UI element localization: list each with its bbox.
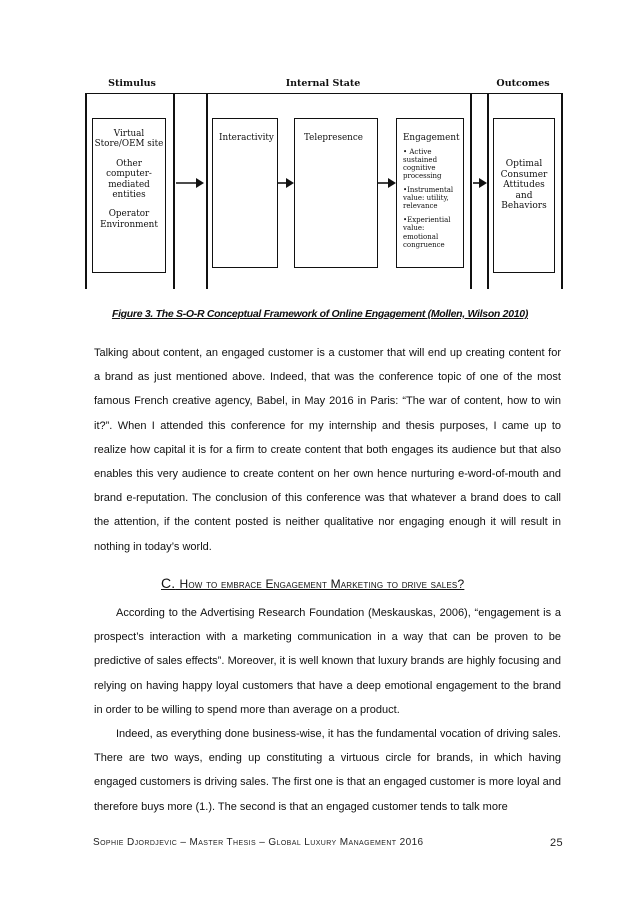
engagement-item-experiential: •Experiential value: emotional congruence [403, 216, 451, 249]
outcomes-header: Outcomes [496, 78, 550, 89]
body-paragraph-1 [94, 341, 561, 559]
engagement-item-instrumental: •Instrumental value: utility, relevance [403, 186, 454, 211]
engagement-box [396, 118, 464, 268]
stimulus-item-virtual-store: Virtual Store/OEM site [94, 129, 164, 150]
arrow-icon [278, 177, 294, 189]
engagement-title: Engagement [403, 133, 460, 143]
paragraph-2-text: According to the Advertising Research Foundation (Meskauskas, 2006), “engagement is a prospect’s interaction with a marketing communication in a way that can be proven to be predictive of sales effects”. Moreover, it is well known that luxury brands are highly focusing and relying on having happy loyal customers that have a deep emotional engagement to the brand in order to be willing to spend more than average on a product. [94, 607, 561, 716]
stimulus-item-operator-environment: Operator Environment [100, 209, 158, 230]
arrow-icon [176, 177, 204, 189]
body-paragraph-3 [94, 722, 561, 819]
paragraph-1-text: Talking about content, an engaged customer is a customer that will end up creating content for a brand as just mentioned above. Indeed, that was the conference topic of one of the most famous French creative agency, Babel, in May 2016 in Paris: “The war of content, how to win it?”. When I attended this conference for my internship and thesis purposes, I came up to realize how capital it is for a firm to create content that both engages its audience but that also enables this very audience to create content on her own hence nurturing e-word-of-mouth and brand e-reputation. The conclusion of this conference was that whatever a brand does to call the attention, if the content posted is neither qualitative nor engaging enough it will result in nothing in today’s world. [94, 347, 561, 553]
sor-framework-diagram [85, 78, 563, 290]
footer-text: Sophie Djordjevic – Master Thesis – Global Luxury Management 2016 [93, 837, 424, 848]
arrow-icon [473, 177, 487, 189]
stimulus-right-bar [173, 93, 175, 289]
body-paragraph-2 [94, 601, 561, 722]
stimulus-left-bar [85, 93, 87, 289]
figure-caption: Figure 3. The S-O-R Conceptual Framework of Online Engagement (Mollen, Wilson 2010) [111, 308, 529, 320]
outcome-box: Optimal Consumer Attitudes and Behaviors [493, 118, 555, 273]
section-heading [161, 575, 464, 591]
internal-state-header: Internal State [285, 78, 361, 89]
section-letter: C. [161, 575, 176, 591]
stimulus-header: Stimulus [108, 78, 156, 89]
internal-state-right-bar [470, 93, 472, 289]
interactivity-box: Interactivity [212, 118, 278, 268]
stimulus-box [92, 118, 166, 273]
stimulus-item-other-entities: Other computer-mediated entities [106, 158, 152, 200]
paragraph-3-text: Indeed, as everything done business-wise, it has the fundamental vocation of driving sales. There are two ways, ending up constituting a virtuous circle for brands, in which having engaged customers is driving sales. The first one is that an engaged customer is more loyal and therefore buys more (1.). The second is that an engaged customer tends to talk more [94, 728, 561, 813]
page-number: 25 [549, 837, 563, 849]
arrow-icon [378, 177, 396, 189]
header-rule [85, 93, 563, 94]
telepresence-box: Telepresence [294, 118, 378, 268]
outcomes-right-bar [561, 93, 563, 289]
internal-state-left-bar [206, 93, 208, 289]
outcomes-left-bar [487, 93, 489, 289]
section-title: How to embrace Engagement Marketing to drive sales? [179, 577, 465, 591]
engagement-item-active: • Active sustained cognitive processing [403, 148, 442, 181]
page-footer [93, 837, 563, 848]
